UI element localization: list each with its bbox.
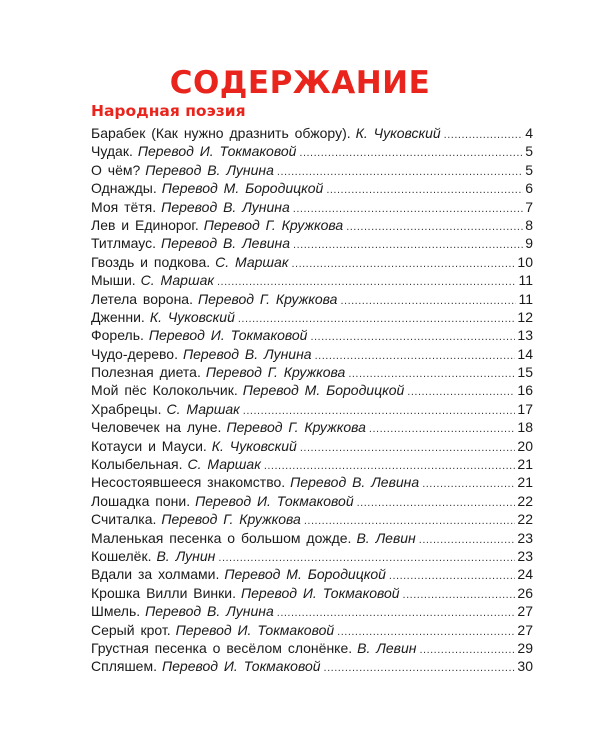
toc-entry-page-number: 13	[517, 327, 533, 344]
toc-entry	[91, 198, 533, 216]
dot-leader	[403, 586, 516, 604]
toc-entry-page-number: 24	[517, 566, 533, 583]
toc-entry-author: Перевод В. Лунина	[145, 603, 274, 620]
dot-leader	[369, 420, 516, 438]
dot-leader	[340, 292, 516, 310]
toc-entry-page-number: 8	[525, 216, 533, 233]
toc-entry	[91, 308, 533, 326]
dot-leader	[357, 494, 516, 512]
dot-leader	[407, 383, 515, 401]
toc-entry	[91, 179, 533, 197]
toc-entry-author: В. Левин	[356, 529, 416, 546]
toc-entry-page-number: 22	[517, 492, 533, 509]
toc-entry-page-number: 12	[517, 308, 533, 325]
toc-entry-title: Несостоявшееся знакомство.	[91, 474, 286, 491]
toc-entry-title: Котауси и Мауси.	[91, 437, 207, 454]
toc-entry-author: Перевод Г. Кружкова	[226, 419, 366, 436]
toc-entry-author: Перевод В. Левина	[161, 235, 291, 252]
toc-entry-author: С. Маршак	[140, 272, 214, 289]
toc-entry-title: Чудо-дерево.	[91, 345, 178, 362]
toc-entry	[91, 584, 533, 602]
toc-entry	[91, 657, 533, 675]
toc-entry	[91, 381, 533, 399]
toc-entry-title: Гвоздь и подкова.	[91, 253, 211, 270]
toc-entry-author: В. Лунин	[156, 547, 216, 564]
toc-entry-author: Перевод М. Бородицкой	[224, 566, 386, 583]
toc-entry-author: Перевод М. Бородицкой	[242, 382, 405, 399]
toc-entry-page-number: 26	[517, 584, 533, 601]
toc-entry	[91, 326, 533, 344]
toc-entry-title: Крошка Вилли Винки.	[91, 584, 236, 601]
toc-entry-title: Моя тётя.	[91, 198, 157, 215]
toc-entry-title: Шмель.	[91, 603, 141, 620]
dot-leader	[389, 567, 516, 585]
toc-entry-title: Вдали за холмами.	[91, 566, 220, 583]
toc-entry	[91, 142, 533, 160]
toc-entry-author: Перевод И. Токмаковой	[148, 327, 308, 344]
toc-entry	[91, 473, 533, 491]
toc-entry	[91, 510, 533, 528]
toc-entry-author: К. Чуковский	[211, 437, 297, 454]
toc-entry-author: Перевод И. Токмаковой	[161, 658, 321, 675]
toc-entry	[91, 455, 533, 473]
toc-entry	[91, 418, 533, 436]
toc-entry-title: О чём?	[91, 161, 141, 178]
toc-entry-page-number: 6	[525, 180, 533, 197]
toc-entry	[91, 216, 533, 234]
toc-entry-author: Перевод Г. Кружкова	[203, 216, 344, 233]
toc-entry-page-number: 14	[517, 345, 533, 362]
toc-entry-page-number: 21	[517, 456, 533, 473]
toc-entry-author: Перевод Г. Кружкова	[161, 511, 301, 528]
dot-leader	[419, 641, 515, 659]
toc-entry-title: Маленькая песенка о большом дожде.	[91, 529, 352, 546]
toc-entry	[91, 400, 533, 418]
toc-entry-author: Перевод В. Левина	[290, 474, 420, 491]
dot-leader	[310, 328, 515, 346]
dot-leader	[326, 181, 523, 199]
toc-entry-author: Перевод В. Лунина	[145, 161, 274, 178]
toc-entry-title: Грустная песенка о весёлом слонёнке.	[91, 639, 353, 656]
toc-entry-page-number: 27	[517, 603, 533, 620]
toc-entry-author: Перевод И. Токмаковой	[137, 143, 297, 160]
toc-entry-title: Мой пёс Колокольчик.	[91, 382, 238, 399]
dot-leader	[346, 218, 523, 236]
section-heading: Народная поэзия	[91, 102, 246, 120]
toc-entry-title: Кошелёк.	[91, 547, 152, 564]
toc-entry	[91, 271, 533, 289]
toc-entry	[91, 363, 533, 381]
toc-entry-title: Летела ворона.	[91, 290, 193, 307]
toc-entry-author: Перевод В. Лунина	[161, 198, 290, 215]
toc-entry-page-number: 10	[517, 253, 533, 270]
toc-entry	[91, 345, 533, 363]
dot-leader	[422, 475, 515, 493]
toc-entry-title: Форель.	[91, 327, 144, 344]
toc-entry	[91, 234, 533, 252]
toc-entry-author: В. Левин	[357, 639, 417, 656]
toc-entry-page-number: 15	[517, 364, 533, 381]
toc-entry-page-number: 16	[517, 382, 533, 399]
toc-entry	[91, 437, 533, 455]
toc-entry-title: Спляшем.	[91, 658, 157, 675]
toc-entry-page-number: 20	[517, 437, 533, 454]
toc-entry-page-number: 4	[525, 125, 533, 141]
toc-entry-page-number: 5	[525, 143, 533, 160]
toc-entry-title: Человечек на луне.	[91, 419, 222, 436]
toc-entry-page-number: 27	[517, 621, 533, 638]
toc-entry-title: Дженни.	[91, 308, 145, 325]
toc-entry-page-number: 23	[517, 547, 533, 564]
toc-entry-author: Перевод И. Токмаковой	[195, 492, 354, 509]
toc-entry	[91, 492, 533, 510]
table-of-contents	[91, 124, 533, 676]
dot-leader	[419, 531, 516, 549]
page-title: СОДЕРЖАНИЕ	[169, 64, 431, 101]
toc-entry-title: Чудак.	[91, 143, 133, 160]
toc-entry-author: К. Чуковский	[149, 308, 235, 325]
toc-entry-page-number: 9	[525, 235, 533, 252]
toc-entry-title: Титлмаус.	[91, 235, 157, 252]
toc-entry-title: Храбрецы.	[91, 400, 162, 417]
toc-entry-title: Лошадка пони.	[91, 492, 191, 509]
toc-entry-author: Перевод В. Лунина	[182, 345, 312, 362]
toc-entry-author: Перевод Г. Кружкова	[205, 364, 346, 381]
toc-entry	[91, 602, 533, 620]
toc-entry-author: С. Маршак	[215, 253, 289, 270]
toc-entry-page-number: 22	[517, 511, 533, 528]
toc-entry-page-number: 30	[517, 658, 533, 675]
toc-entry	[91, 529, 533, 547]
toc-entry-author: Перевод Г. Кружкова	[197, 290, 338, 307]
dot-leader	[291, 255, 515, 273]
toc-entry-title: Барабек (Как нужно дразнить обжору).	[91, 125, 351, 141]
toc-entry-title: Однажды.	[91, 180, 157, 197]
toc-entry	[91, 290, 533, 308]
toc-entry-page-number: 18	[517, 419, 533, 436]
toc-entry-title: Лев и Единорог.	[91, 216, 199, 233]
toc-entry	[91, 621, 533, 639]
toc-entry-title: Считалка.	[91, 511, 157, 528]
toc-entry-page-number: 23	[517, 529, 533, 546]
toc-entry	[91, 253, 533, 271]
toc-entry-author: Перевод И. Токмаковой	[175, 621, 335, 638]
toc-entry-page-number: 21	[517, 474, 533, 491]
toc-entry-page-number: 11	[518, 272, 533, 289]
toc-entry	[91, 124, 533, 142]
toc-entry-page-number: 5	[525, 161, 533, 178]
toc-entry-author: С. Маршак	[187, 456, 261, 473]
toc-entry-page-number: 29	[517, 639, 533, 656]
toc-entry-title: Серый крот.	[91, 621, 171, 638]
toc-entry-author: Перевод М. Бородицкой	[161, 180, 324, 197]
toc-entry-title: Мыши.	[91, 272, 136, 289]
toc-entry-title: Полезная диета.	[91, 364, 201, 381]
toc-entry	[91, 639, 533, 657]
dot-leader	[324, 659, 516, 677]
toc-entry-page-number: 17	[517, 400, 533, 417]
toc-entry-title: Колыбельная.	[91, 456, 183, 473]
toc-entry-author: К. Чуковский	[355, 125, 441, 141]
dot-leader	[300, 439, 516, 457]
toc-entry	[91, 161, 533, 179]
toc-entry	[91, 565, 533, 583]
dot-leader	[444, 126, 524, 144]
dot-leader	[299, 144, 523, 162]
dot-leader	[293, 236, 523, 254]
toc-entry-author: С. Маршак	[166, 400, 240, 417]
toc-entry-page-number: 11	[518, 290, 533, 307]
toc-entry-page-number: 7	[525, 198, 533, 215]
toc-entry	[91, 547, 533, 565]
toc-entry-author: Перевод И. Токмаковой	[241, 584, 400, 601]
